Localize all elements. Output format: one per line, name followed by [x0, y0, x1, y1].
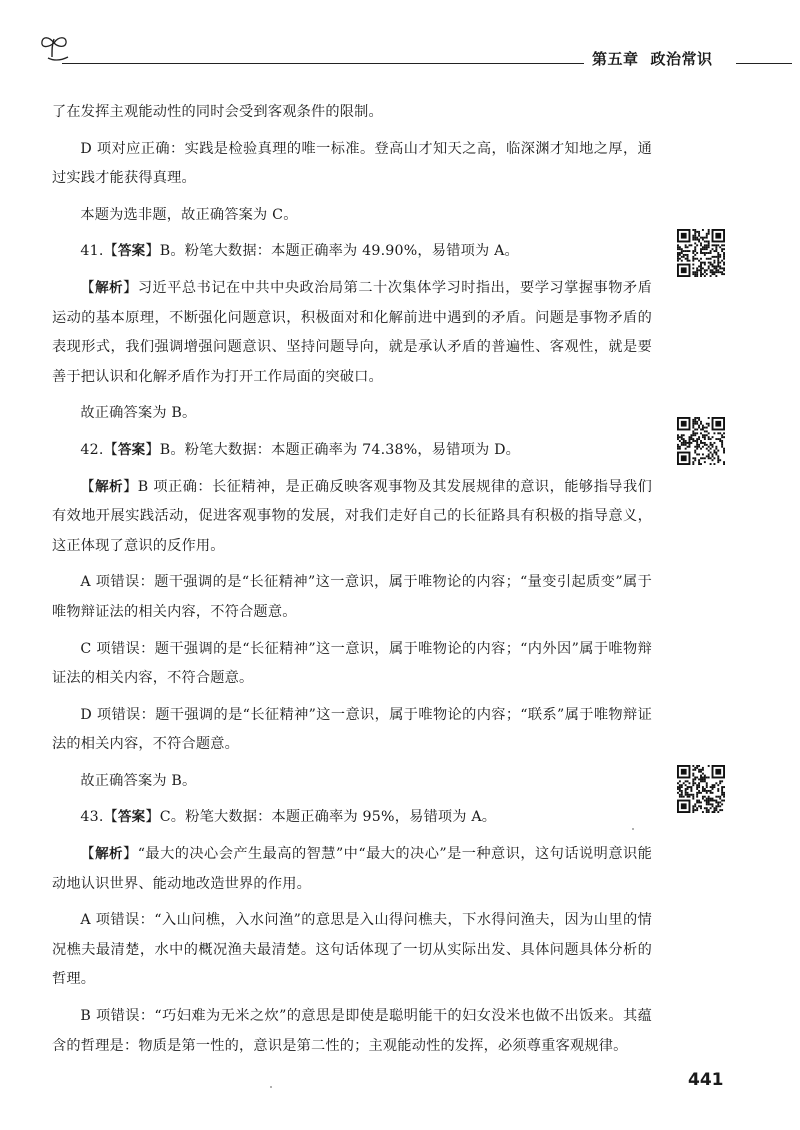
analysis-label: 解析: [95, 478, 124, 495]
header-rule-right: [736, 63, 792, 64]
paragraph: C 项错误：题干强调的是“长征精神”这一意识，属于唯物论的内容；“内外因”属于唯物辩证法的相关内容，不符合题意。: [52, 640, 652, 687]
qr-code-icon: [677, 417, 725, 465]
paragraph: A 项错误：“入山问樵，入水问渔”的意思是入山得问樵夫，下水得问渔夫，因为山里的情况樵夫最清楚，水中的概况渔夫最清楚。这句话体现了一切从实际出发、具体问题具体分析的哲理。: [52, 912, 652, 988]
header-rule-left: [62, 63, 584, 64]
page-number: 441: [688, 1070, 724, 1090]
scan-speck: [270, 1086, 272, 1088]
paragraph: 故正确答案为 B。: [80, 405, 197, 422]
paragraph: 故正确答案为 B。: [80, 772, 197, 789]
analysis-41: 【解析】习近平总书记在中共中央政治局第二十次集体学习时指出，要学习掌握事物矛盾运动的基本原理，不断强化问题意识，积极面对和化解前进中遇到的矛盾。问题是事物矛盾的表现形式，我们强调增强问题意识、坚持问题导向，就是承认矛盾的普遍性、客观性，就是要善于把认识和化解矛盾作为打开工作局面的突破口。: [52, 279, 652, 385]
analysis-label: 解析: [95, 279, 124, 296]
paragraph: B 项错误：“巧妇难为无米之炊”的意思是即使是聪明能干的妇女没米也做不出饭来。其蕴含的哲理是：物质是第一性的，意识是第二性的；主观能动性的发挥，必须尊重客观规律。: [52, 1008, 652, 1054]
answer-label: 答案: [117, 441, 146, 458]
page-header: [0, 0, 800, 80]
answer-label: 答案: [117, 243, 146, 260]
qr-code-icon: [677, 229, 725, 277]
answer-42: 42.【答案】B。粉笔大数据：本题正确率为 74.38%，易错项为 D。: [80, 441, 521, 458]
analysis-43: 【解析】“最大的决心会产生最高的智慧”中“最大的决心”是一种意识，这句话说明意识能动地认识世界、能动地改造世界的作用。: [52, 846, 653, 892]
answer-43: 43.【答案】C。粉笔大数据：本题正确率为 95%，易错项为 A。: [80, 809, 497, 826]
chapter-title: [592, 48, 713, 69]
paragraph: 了在发挥主观能动性的同时会受到客观条件的限制。: [52, 104, 383, 120]
paragraph: 本题为选非题，故正确答案为 C。: [80, 206, 298, 223]
qr-code-icon: [677, 765, 725, 813]
chapter-number: 第五章: [592, 50, 639, 68]
analysis-label: 解析: [95, 846, 124, 863]
chapter-topic: 政治常识: [650, 50, 713, 68]
paragraph: D 项错误：题干强调的是“长征精神”这一意识，属于唯物论的内容；“联系”属于唯物辩证法的相关内容，不符合题意。: [52, 706, 652, 753]
analysis-42: 【解析】B 项正确：长征精神，是正确反映客观事物及其发展规律的意识，能够指导我们有效地开展实践活动，促进客观事物的发展，对我们走好自己的长征路具有积极的指导意义，这正体现了意识的反作用。: [52, 478, 653, 554]
answer-41: 41.【答案】B。粉笔大数据：本题正确率为 49.90%，易错项为 A。: [80, 243, 519, 260]
leaf-icon: [38, 33, 72, 61]
page-body: [52, 98, 652, 1061]
paragraph: A 项错误：题干强调的是“长征精神”这一意识，属于唯物论的内容；“量变引起质变”属于唯物辩证法的相关内容，不符合题意。: [52, 574, 652, 620]
paragraph: D 项对应正确：实践是检验真理的唯一标准。登高山才知天之高，临深渊才知地之厚，通过实践才能获得真理。: [52, 140, 652, 187]
answer-label: 答案: [117, 809, 146, 826]
scan-speck: [632, 828, 634, 830]
